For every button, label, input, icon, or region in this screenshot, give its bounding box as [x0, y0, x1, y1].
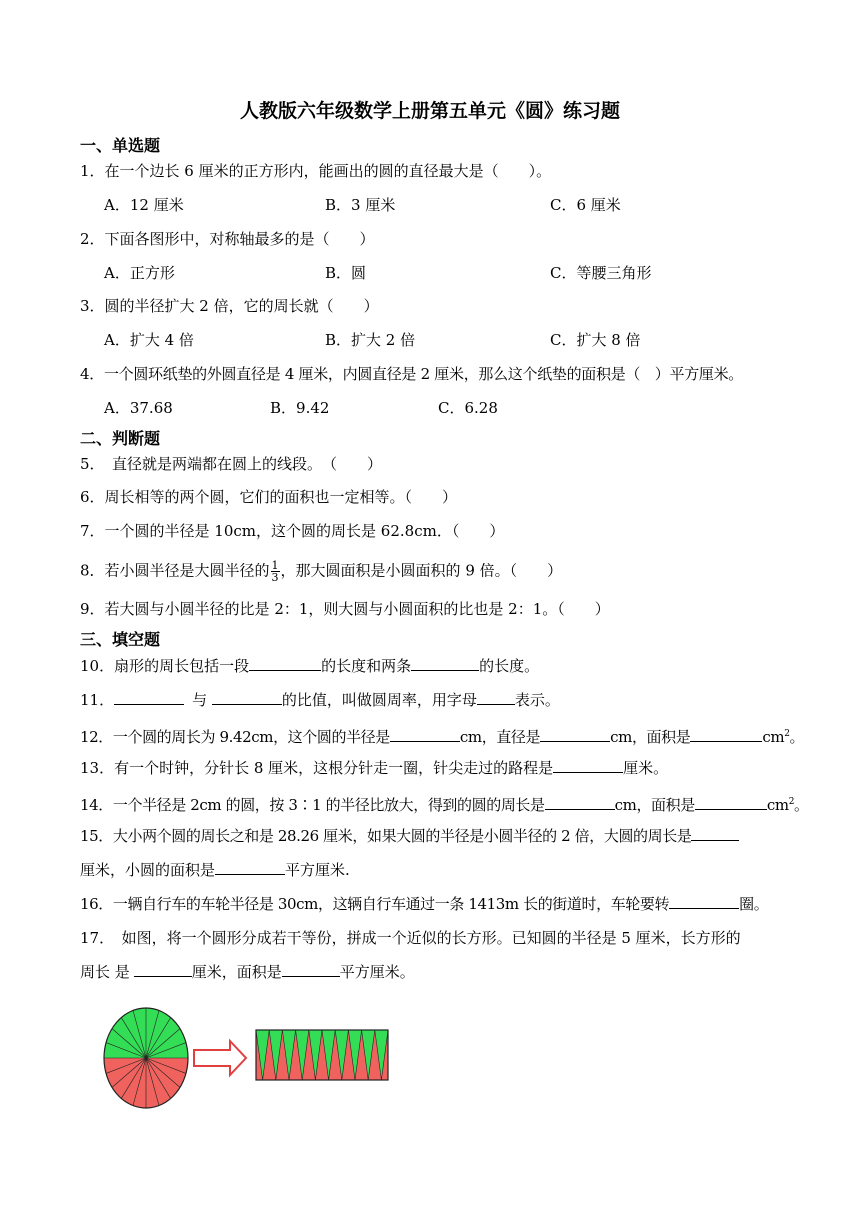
question-9: 9．若大圆与小圆半径的比是 2：1，则大圆与小圆面积的比也是 2：1。（ ）	[80, 600, 610, 618]
q4-option-b: B．9.42	[270, 399, 330, 417]
q3-option-b: B．扩大 2 倍	[325, 331, 416, 349]
q15-text-2: 厘米，小圆的面积是	[80, 861, 216, 879]
section-heading-true-false: 二、判断题	[80, 429, 161, 448]
divided-circle	[104, 1008, 188, 1108]
arrow-icon	[194, 1041, 246, 1075]
question-3: 3．圆的半径扩大 2 倍，它的周长就（ ）	[80, 297, 379, 315]
q17-blank-1[interactable]	[134, 962, 192, 977]
q16-text-1: 16．一辆自行车的车轮半径是 30cm，这辆自行车通过一条 1413m 长的街道时，车轮要转	[80, 895, 670, 913]
q11-text-2: 与	[192, 691, 212, 709]
section-heading-single-choice: 一、单选题	[80, 136, 161, 155]
q17-text-4: 平方厘米。	[339, 963, 415, 981]
section-heading-fill-blank: 三、填空题	[80, 630, 161, 649]
question-13	[80, 758, 668, 778]
q12-text-3: cm，面积是	[610, 728, 691, 746]
approx-rectangle	[256, 1030, 388, 1080]
q12-text-5: 。	[789, 728, 805, 746]
question-1: 1．在一个边长 6 厘米的正方形内，能画出的圆的直径最大是（ ）。	[80, 162, 552, 180]
question-2: 2．下面各图形中，对称轴最多的是（ ）	[80, 230, 375, 248]
q16-text-2: 圈。	[739, 895, 769, 913]
question-15-line-2	[80, 860, 350, 880]
q12-blank-2[interactable]	[540, 727, 610, 742]
q8-text-post: ，那大圆面积是小圆面积的 9 倍。（ ）	[280, 561, 563, 580]
q12-blank-1[interactable]	[390, 727, 460, 742]
q14-text-2: cm，面积是	[614, 796, 695, 814]
q14-blank-1[interactable]	[545, 795, 615, 810]
q2-option-a: A．正方形	[104, 264, 175, 282]
q14-blank-2[interactable]	[695, 795, 767, 810]
q14-text-3: cm	[766, 796, 789, 814]
q13-text-2: 厘米。	[623, 759, 669, 777]
q10-blank-1[interactable]	[249, 656, 321, 671]
q12-text-4: cm	[762, 728, 785, 746]
question-7: 7．一个圆的半径是 10cm，这个圆的周长是 62.8cm．（ ）	[80, 522, 505, 540]
page-title: 人教版六年级数学上册第五单元《圆》练习题	[239, 100, 620, 122]
q16-blank-1[interactable]	[669, 894, 739, 909]
q1-option-b: B．3 厘米	[325, 196, 396, 214]
question-10	[80, 656, 539, 676]
q14-text-1: 14．一个半径是 2cm 的圆，按 3∶1 的半径比放大，得到的圆的周长是	[80, 796, 545, 814]
q8-text-pre: 8．若小圆半径是大圆半径的	[80, 561, 270, 580]
q12-text-1: 12．一个圆的周长为 9.42cm，这个圆的半径是	[80, 728, 390, 746]
q15-blank-2[interactable]	[215, 860, 285, 875]
question-11	[80, 690, 560, 710]
q12-blank-3[interactable]	[690, 727, 762, 742]
q8-fraction-numerator: 1	[271, 559, 279, 572]
q1-option-a: A．12 厘米	[104, 196, 184, 214]
question-14	[80, 792, 809, 815]
q11-blank-3[interactable]	[477, 690, 515, 705]
q14-superscript: 2	[788, 797, 795, 807]
q1-option-c: C．6 厘米	[550, 196, 621, 214]
q17-text-2: 周长 是	[80, 963, 130, 981]
q17-text-3: 厘米，面积是	[191, 963, 282, 981]
q10-text-1: 10．扇形的周长包括一段	[80, 657, 250, 675]
q11-text-4: 表示。	[514, 691, 560, 709]
q10-blank-2[interactable]	[411, 656, 479, 671]
question-8	[80, 560, 562, 583]
question-6: 6．周长相等的两个圆，它们的面积也一定相等。（ ）	[80, 488, 458, 506]
q15-blank-1[interactable]	[691, 826, 739, 841]
q17-blank-2[interactable]	[282, 962, 340, 977]
q8-fraction-denominator: 3	[271, 571, 279, 584]
circle-to-rectangle-figure	[98, 1000, 398, 1110]
q13-text-1: 13．有一个时钟，分针长 8 厘米，这根分针走一圈，针尖走过的路程是	[80, 759, 554, 777]
q12-superscript: 2	[784, 729, 790, 739]
q3-option-c: C．扩大 8 倍	[550, 331, 641, 349]
q13-blank-1[interactable]	[553, 758, 623, 773]
q11-text-3: 的比值，叫做圆周率，用字母	[281, 691, 477, 709]
question-4: 4．一个圆环纸垫的外圆直径是 4 厘米，内圆直径是 2 厘米，那么这个纸垫的面积是（ ）平方厘米。	[80, 365, 744, 383]
q8-fraction	[271, 560, 280, 583]
q4-option-c: C．6.28	[438, 399, 498, 417]
q14-text-4: 。	[794, 796, 809, 814]
question-17-line-2	[80, 962, 415, 982]
q3-option-a: A．扩大 4 倍	[104, 331, 194, 349]
q11-blank-1[interactable]	[114, 690, 184, 705]
question-16	[80, 894, 768, 914]
q11-text-1: 11．	[80, 691, 115, 709]
question-15-line-1	[80, 826, 739, 846]
q15-text-1: 15．大小两个圆的周长之和是 28.26 厘米，如果大圆的半径是小圆半径的 2 倍，大圆的周长是	[80, 827, 692, 845]
question-12	[80, 724, 804, 747]
q11-blank-2[interactable]	[212, 690, 282, 705]
question-5: 5． 直径就是两端都在圆上的线段。 （ ）	[80, 455, 383, 473]
q2-option-c: C．等腰三角形	[550, 264, 652, 282]
q12-text-2: cm，直径是	[459, 728, 541, 746]
q2-option-b: B．圆	[325, 264, 367, 282]
q10-text-2: 的长度和两条	[321, 657, 412, 675]
question-17-line-1: 17． 如图，将一个圆形分成若干等份，拼成一个近似的长方形。已知圆的半径是 5 厘米，长方形的	[80, 929, 741, 947]
q4-option-a: A．37.68	[104, 399, 173, 417]
q15-text-3: 平方厘米.	[285, 861, 350, 879]
q10-text-3: 的长度。	[479, 657, 540, 675]
